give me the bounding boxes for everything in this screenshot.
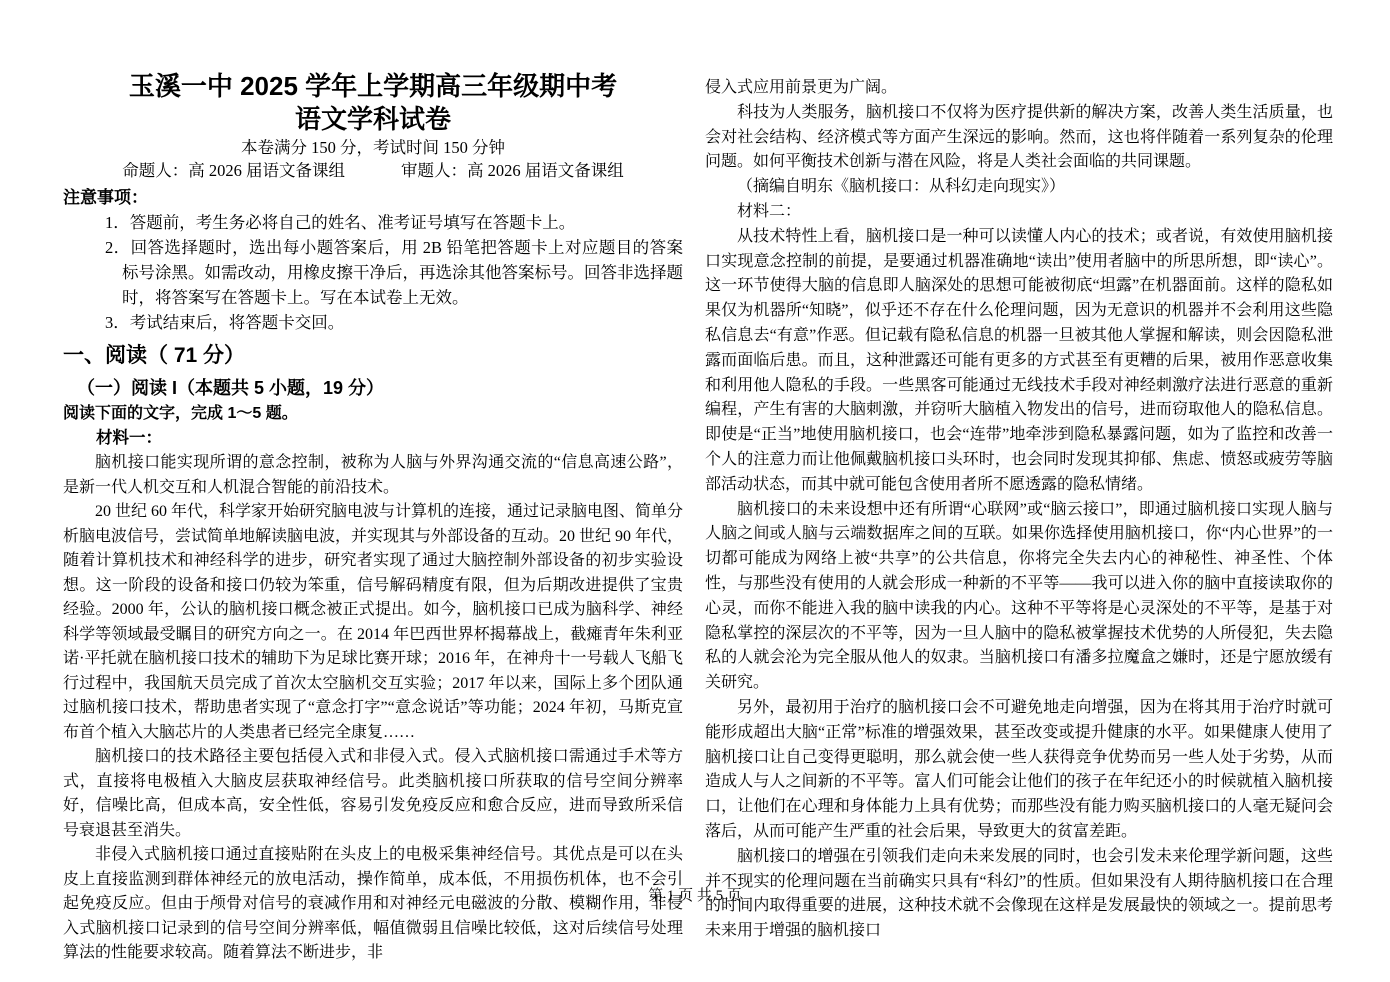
notices-heading: 注意事项： xyxy=(63,188,148,207)
notice-item-1: 1．答题前，考生务必将自己的姓名、准考证号填写在答题卡上。 xyxy=(105,213,576,232)
exam-title-line2: 语文学科试卷 xyxy=(294,104,451,134)
proposer-row xyxy=(63,159,683,182)
reviewer-label: 审题人：高 2026 届语文备课组 xyxy=(401,161,624,180)
notice-item-3: 3．考试结束后，将答题卡交回。 xyxy=(105,313,345,332)
material1-paragraph-4-continuation: 侵入式应用前景更为广阔。 xyxy=(705,79,898,96)
reading-instruction: 阅读下面的文字，完成 1～5 题。 xyxy=(63,405,298,422)
material2-paragraph-2: 脑机接口的未来设想中还有所谓“心联网”或“脑云接口”，即通过脑机接口实现人脑与人脑之间或人脑与云端数据库之间的互联。如果你选择使用脑机接口，你“内心世界”的一切都可能成为网络上被“共享”的公共信息，你将完全失去内心的神秘性、神圣性、个体性，与那些没有使用的人就会形成一种新的不平等——我可以进入你的脑中直接读取你的心灵，而你不能进入我的脑中读我的内心。这种不平等将是心灵深处的不平等，是基于对隐私掌控的深层次的不平等，因为一旦人脑中的隐私被掌握技术优势的人所侵犯，失去隐私的人就会沦为完全服从他人的奴隶。当脑机接口有潘多拉魔盒之嫌时，还是宁愿放缓有关研究。 xyxy=(705,500,1333,692)
material2-label: 材料二： xyxy=(737,202,802,220)
material2-paragraph-1: 从技术特性上看，脑机接口是一种可以读懂人内心的技术；或者说，有效使用脑机接口实现意念控制的前提，是要通过机器准确地“读出”使用者脑中的所思所想，即“读心”。这一环节使得大脑的信息即人脑深处的思想可能被彻底“坦露”在机器面前。这样的隐私如果仅为机器所“知晓”，似乎还不存在什么伦理问题，因为无意识的机器并不会利用这些隐私信息去“有意”作恶。但记载有隐私信息的机器一旦被其他人掌握和解读，则会因隐私泄露而面临后患。而且，这种泄露还可能有更多的方式甚至有更糟的后果，被用作恶意收集和利用他人隐私的手段。一些黑客可能通过无线技术手段对神经刺激疗法进行恶意的重新编程，产生有害的大脑刺激，并窃听大脑植入物发出的信号，进而窃取他人的隐私信息。即使是“正当”地使用脑机接口，也会“连带”地牵涉到隐私暴露问题，如为了监控和改善一个人的注意力而让他佩戴脑机接口头环时，也会同时发现其抑郁、焦虑、愤怒或疲劳等脑部活动状态，而其中就可能包含使用者所不愿透露的隐私情绪。 xyxy=(705,227,1333,493)
material1-closing-paragraph: 科技为人类服务，脑机接口不仅将为医疗提供新的解决方案，改善人类生活质量，也会对社会结构、经济模式等方面产生深远的影响。然而，这也将伴随着一系列复杂的伦理问题。如何平衡技术创新与潜在风险，将是人类社会面临的共同课题。 xyxy=(705,103,1333,171)
proposer-label: 命题人：高 2026 届语文备课组 xyxy=(122,161,345,180)
material1-label: 材料一： xyxy=(96,429,162,447)
left-column xyxy=(63,0,683,966)
section-heading-reading: 一、阅读（ 71 分） xyxy=(63,344,246,367)
exam-title-line1: 玉溪一中 2025 学年上学期高三年级期中考 xyxy=(128,71,618,101)
exam-meta: 本卷满分 150 分，考试时间 150 分钟 xyxy=(241,138,505,157)
part-heading-reading-1: （一）阅读 I（本题共 5 小题，19 分） xyxy=(77,378,385,398)
material2-paragraph-3: 另外，最初用于治疗的脑机接口会不可避免地走向增强，因为在将其用于治疗时就可能形成超出大脑“正常”标准的增强效果，甚至改变或提升健康的水平。如果健康人使用了脑机接口让自己变得更聪明，那么就会使一些人获得竞争优势而另一些人处于劣势，从而造成人与人之间新的不平等。富人们可能会让他们的孩子在年纪还小的时候就植入脑机接口，让他们在心理和身体能力上具有优势；而那些没有能力购买脑机接口的人毫无疑问会落后，从而可能产生严重的社会后果，导致更大的贫富差距。 xyxy=(705,698,1333,840)
material1-paragraph-1: 脑机接口能实现所谓的意念控制，被称为人脑与外界沟通交流的“信息高速公路”，是新一代人机交互和人机混合智能的前沿技术。 xyxy=(63,454,683,496)
material2-paragraph-4: 脑机接口的增强在引领我们走向未来发展的同时，也会引发未来伦理学新问题，这些并不现实的伦理问题在当前确实只具有“科幻”的性质。但如果没有人期待脑机接口在合理的时间内取得重要的进展，这种技术就不会像现在这样是发展最快的领域之一。提前思考未来用于增强的脑机接口 xyxy=(705,847,1333,940)
material1-source: （摘编自明东《脑机接口：从科幻走向现实》） xyxy=(737,178,1066,196)
right-column xyxy=(705,0,1333,944)
material1-paragraph-4: 非侵入式脑机接口通过直接贴附在头皮上的电极采集神经信号。其优点是可以在头皮上直接监测到群体神经元的放电活动，操作简单，成本低，不用损伤机体，也不会引起免疫反应。但由于颅骨对信号的衰减作用和对神经元电磁波的分散、模糊作用，非侵入式脑机接口记录到的信号空间分辨率低，幅值微弱且信噪比较低，这对后续信号处理算法的性能要求较高。随着算法不断进步，非 xyxy=(63,846,683,961)
material1-paragraph-3: 脑机接口的技术路径主要包括侵入式和非侵入式。侵入式脑机接口需通过手术等方式，直接将电极植入大脑皮层获取神经信号。此类脑机接口所获取的信号空间分辨率好，信噪比高，但成本高，安全性低，容易引发免疫反应和愈合反应，进而导致所采信号衰退甚至消失。 xyxy=(63,748,683,839)
material1-paragraph-2: 20 世纪 60 年代，科学家开始研究脑电波与计算机的连接，通过记录脑电图、简单分析脑电波信号，尝试简单地解读脑电波，并实现其与外部设备的互动。20 世纪 90 年代，随着计算机技术和神经科学的进步，研究者实现了通过大脑控制外部设备的初步实验设想。这一阶段的设备和接口仍较为笨重，信号解码精度有限，但为后期改进提供了宝贵经验。2000 年，公认的脑机接口概念被正式提出。如今，脑机接口已成为脑科学、神经科学等领域最受瞩目的研究方向之一。在 2014 年巴西世界杯揭幕战上，截瘫青年朱利亚诺·平托就在脑机接口技术的辅助下为足球比赛开球；2016 年，在神舟十一号载人飞船飞行过程中，我国航天员完成了首次太空脑机交互实验；2017 年以来，国际上多个团队通过脑机接口技术，帮助患者实现了“意念打字”“意念说话”等功能；2024 年初，马斯克宣布首个植入大脑芯片的人类患者已经完全康复…… xyxy=(63,503,684,741)
notice-item-2: 2．回答选择题时，选出每小题答案后，用 2B 铅笔把答题卡上对应题目的答案标号涂黑。如需改动，用橡皮擦干净后，再选涂其他答案标号。回答非选择题时，将答案写在答题卡上。写在本试卷上无效。 xyxy=(105,238,683,307)
page-footer: 第 1 页 共 5 页 xyxy=(648,888,742,904)
